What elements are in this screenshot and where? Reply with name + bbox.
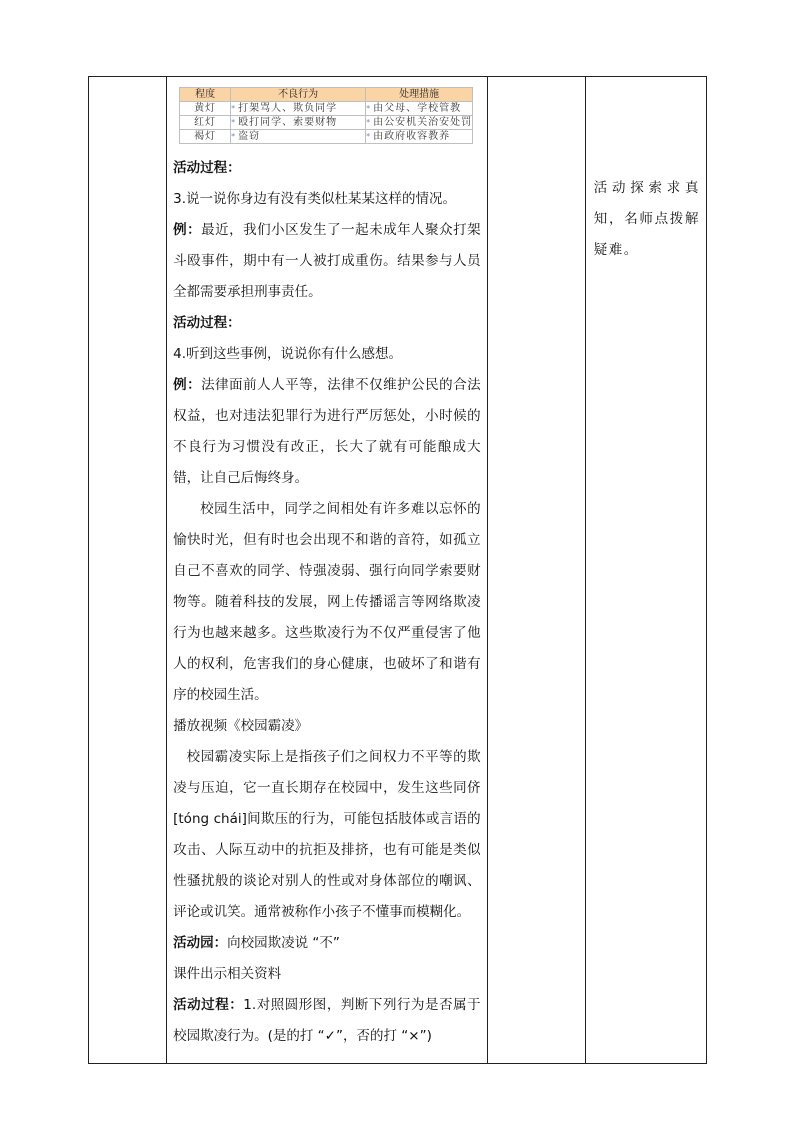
bullying-definition-paragraph: 校园霸凌实际上是指孩子们之间权力不平等的欺凌与压迫，它一直长期存在校园中，发生这些同侪[tóng chái]间欺压的行为，可能包括肢体或言语的攻击、人际互动中的抗拒及排挤，也有可能是类似性骚扰般的谈论对别人的性或对身体部位的嘲讽、评论或讥笑。通常被称作小孩子不懂事而模糊化。	[173, 749, 481, 920]
behavior-levels-table	[179, 87, 473, 144]
levels-cell: * 打架骂人、欺负同学	[231, 102, 366, 116]
activity-content-cell	[167, 77, 488, 1064]
levels-cell: 黄灯	[180, 102, 231, 116]
design-intent-text: 活动探索求真知，名师点拨解疑难。	[593, 180, 700, 258]
campus-life-paragraph: 校园生活中，同学之间相处有许多难以忘怀的愉快时光，但有时也会出现不和谐的音符，如孤立自己不喜欢的同学、恃强凌弱、强行向同学索要财物等。随着科技的发展，网上传播谣言等网络欺凌行为也越来越多。这些欺凌行为不仅严重侵害了他人的权利，危害我们的身心健康，也破坏了和谐有序的校园生活。	[173, 501, 481, 703]
section-cell	[89, 77, 167, 1064]
activity-question-1: 活动过程：1.对照圆形图，判断下列行为是否属于校园欺凌行为。(是的打 “✓”，否的打 “×”)	[173, 997, 481, 1044]
levels-cell: * 由父母、学校管教	[366, 102, 473, 116]
courseware-line: 课件出示相关资料	[173, 966, 282, 982]
activity-heading: 活动过程：	[173, 315, 241, 331]
levels-cell: * 由公安机关治安处罚	[366, 117, 473, 128]
levels-cell: 红灯	[180, 116, 231, 130]
example-paragraph: 例：法律面前人人平等，法律不仅维护公民的合法权益，也对违法犯罪行为进行严厉惩处，小时候的不良行为习惯没有改正，长大了就有可能酿成大错，让自己后悔终身。	[173, 377, 481, 486]
lesson-plan-table	[88, 76, 707, 1064]
levels-header-behavior: 不良行为	[231, 88, 366, 102]
levels-cell: * 殴打同学、索要财物	[231, 116, 366, 130]
activity-heading: 活动过程：	[173, 160, 241, 176]
levels-cell: 褐灯	[180, 130, 231, 144]
example-paragraph: 例：最近，我们小区发生了一起未成年人聚众打架斗殴事件，期中有一人被打成重伤。结果参与人员全都需要承担刑事责任。	[173, 222, 481, 300]
levels-cell: * 盗窃	[231, 130, 366, 144]
table-row	[180, 116, 473, 130]
levels-header-degree: 程度	[180, 88, 231, 102]
video-line: 播放视频《校园霸凌》	[173, 718, 309, 734]
activity-garden-line: 活动园：向校园欺凌说 “不”	[173, 935, 340, 951]
question-3: 3.说一说你身边有没有类似杜某某这样的情况。	[173, 191, 457, 207]
table-row	[180, 102, 473, 116]
table-row	[180, 130, 473, 144]
design-intent-cell	[585, 77, 706, 1064]
student-activity-cell	[487, 77, 585, 1064]
levels-cell: * 由政府收容教养	[366, 130, 473, 144]
levels-header-measure: 处理措施	[366, 88, 473, 102]
question-4: 4.听到这些事例，说说你有什么感想。	[173, 346, 403, 362]
